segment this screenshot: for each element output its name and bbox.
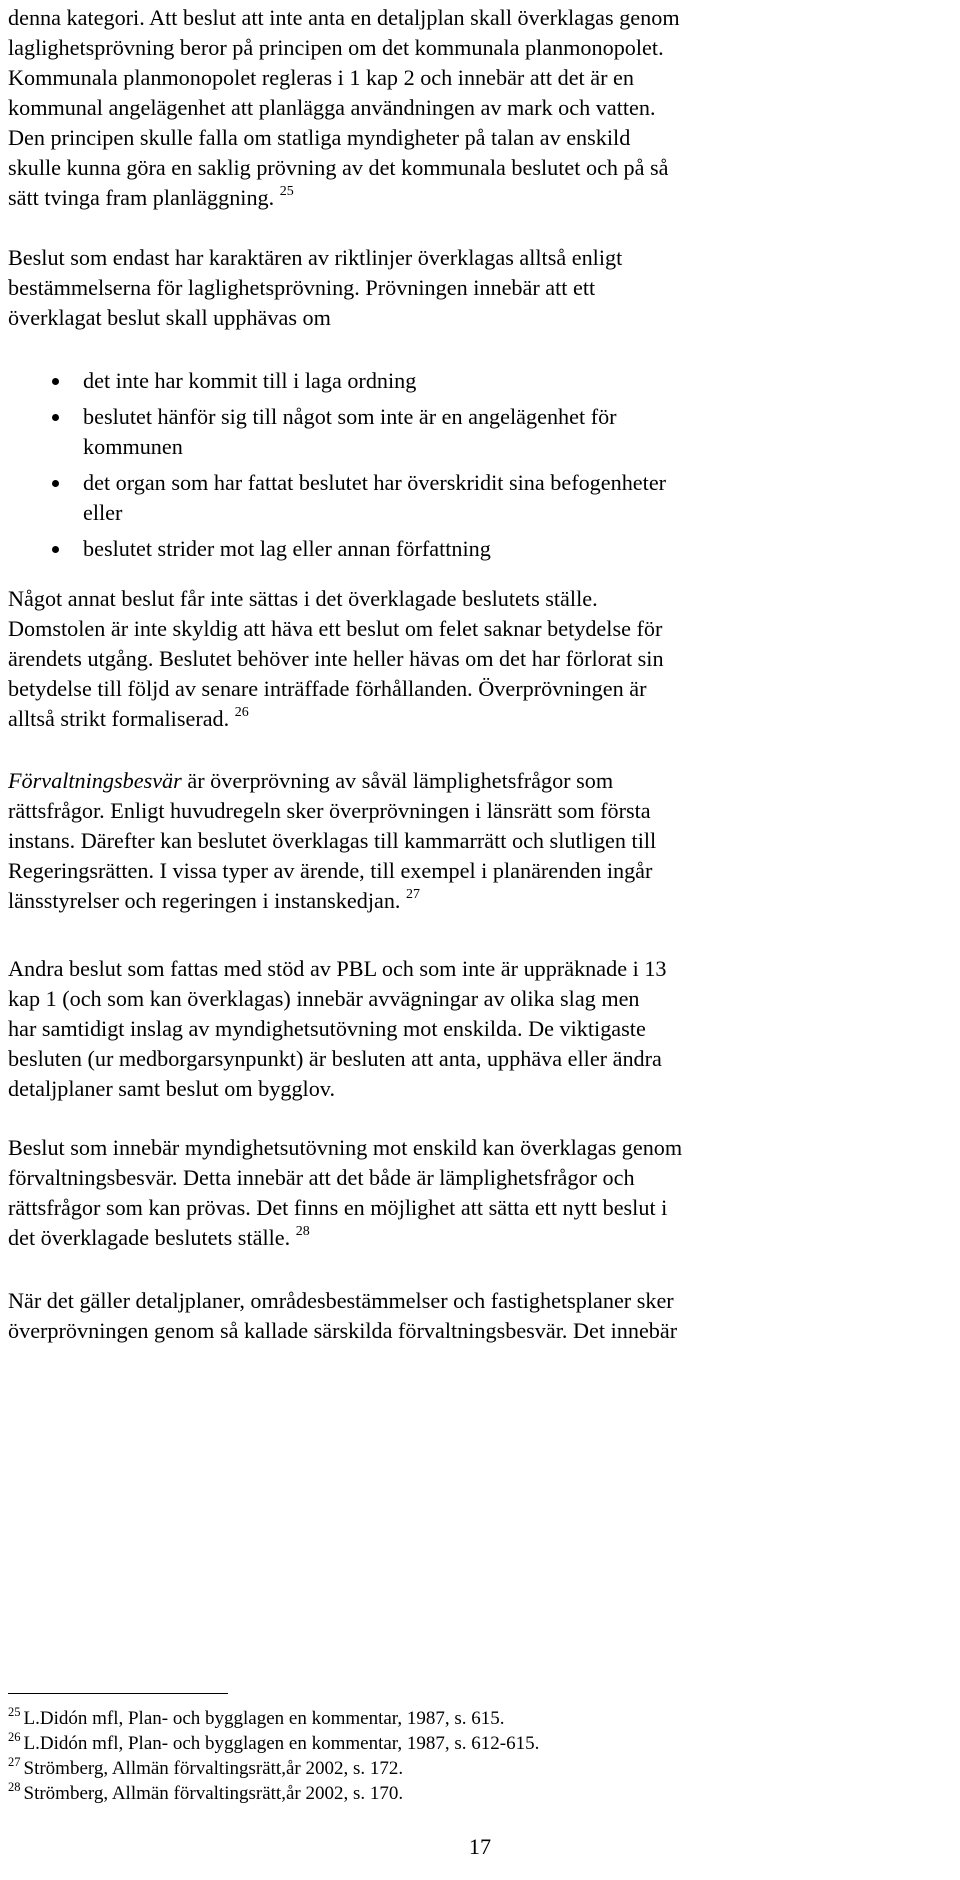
footnote-ref: 26 — [234, 705, 249, 720]
paragraph-forvaltningsbesvar — [8, 766, 952, 916]
text-line: kap 1 (och som kan överklagas) innebär avvägningar av olika slag men — [8, 986, 640, 1011]
page-number: 17 — [468, 1834, 492, 1859]
text-line: ärendets utgång. Beslutet behöver inte heller hävas om det har förlorat sin — [8, 646, 664, 671]
text-line: beslutet strider mot lag eller annan författning — [83, 536, 491, 561]
text-line: denna kategori. Att beslut att inte anta en detaljplan skall överklagas genom — [8, 5, 680, 30]
text-line: skulle kunna göra en saklig prövning av det kommunala beslutet och på så — [8, 155, 669, 180]
text-line: Den principen skulle falla om statliga myndigheter på talan av enskild — [8, 125, 631, 150]
footnote-text: L.Didón mfl, Plan- och bygglagen en kommentar, 1987, s. 612-615. — [23, 1733, 540, 1754]
footnote-number: 27 — [8, 1755, 21, 1769]
text-line: betydelse till följd av senare inträffade förhållanden. Överprövningen är — [8, 676, 647, 701]
paragraph-detaljplaner — [8, 1286, 952, 1346]
footnote-text: L.Didón mfl, Plan- och bygglagen en kommentar, 1987, s. 615. — [23, 1708, 505, 1729]
text-fragment: är överprövning av såväl lämplighetsfrågor som — [181, 768, 614, 793]
text-line: Domstolen är inte skyldig att häva ett beslut om felet saknar betydelse för — [8, 616, 663, 641]
footnote-item — [8, 1756, 952, 1781]
paragraph-myndighetsutovning — [8, 1133, 952, 1253]
italic-term: Förvaltningsbesvär — [8, 768, 182, 793]
text-fragment: alltså strikt formaliserad. — [8, 706, 230, 731]
text-line: rättsfrågor som kan prövas. Det finns en möjlighet att sätta ett nytt beslut i — [8, 1195, 668, 1220]
footnote-item — [8, 1706, 952, 1731]
bullet-icon — [52, 414, 59, 421]
footnote-ref: 27 — [406, 887, 421, 902]
bullet-list-grounds — [8, 366, 952, 570]
text-fragment: länsstyrelser och regeringen i instanskedjan. — [8, 888, 401, 913]
paragraph-planmonopol — [8, 3, 952, 213]
footnote-number: 26 — [8, 1730, 21, 1744]
footnote-item — [8, 1731, 952, 1756]
text-line: överprövningen genom så kallade särskilda förvaltningsbesvär. Det innebär — [8, 1318, 678, 1343]
footnote-ref: 25 — [279, 184, 294, 199]
bullet-icon — [52, 546, 59, 553]
text-line: förvaltningsbesvär. Detta innebär att det både är lämplighetsfrågor och — [8, 1165, 635, 1190]
text-fragment: sätt tvinga fram planläggning. — [8, 185, 275, 210]
text-line: rättsfrågor. Enligt huvudregeln sker överprövningen i länsrätt som första — [8, 798, 651, 823]
footnote-separator — [8, 1693, 228, 1694]
footnote-number: 28 — [8, 1780, 21, 1794]
text-line: besluten (ur medborgarsynpunkt) är besluten att anta, upphäva eller ändra — [8, 1046, 662, 1071]
text-line: det inte har kommit till i laga ordning — [83, 368, 417, 393]
text-line: beslutet hänför sig till något som inte är en angelägenhet för — [83, 404, 617, 429]
list-item — [8, 366, 952, 396]
text-line: överklagat beslut skall upphävas om — [8, 305, 331, 330]
text-line: Andra beslut som fattas med stöd av PBL och som inte är uppräknade i 13 — [8, 956, 667, 981]
text-line: det organ som har fattat beslutet har överskridit sina befogenheter — [83, 470, 667, 495]
text-line — [8, 1223, 952, 1253]
footnote-ref: 28 — [295, 1224, 310, 1239]
list-item — [8, 534, 952, 564]
footnote-text: Strömberg, Allmän förvaltingsrätt,år 2002, s. 172. — [23, 1758, 404, 1779]
text-line: Regeringsrätten. I vissa typer av ärende, till exempel i planärenden ingår — [8, 858, 653, 883]
text-line: bestämmelserna för laglighetsprövning. Prövningen innebär att ett — [8, 275, 596, 300]
bullet-icon — [52, 378, 59, 385]
text-line: kommunen — [83, 434, 183, 459]
text-line — [8, 183, 952, 213]
text-line: instans. Därefter kan beslutet överklagas till kammarrätt och slutligen till — [8, 828, 657, 853]
text-line — [8, 704, 952, 734]
paragraph-riktlinjer — [8, 243, 952, 333]
text-line: har samtidigt inslag av myndighetsutövning mot enskilda. De viktigaste — [8, 1016, 646, 1041]
text-line — [8, 886, 952, 916]
text-fragment: det överklagade beslutets ställe. — [8, 1225, 291, 1250]
text-line: Kommunala planmonopolet regleras i 1 kap 2 och innebär att det är en — [8, 65, 634, 90]
footnote-item — [8, 1781, 952, 1806]
text-line: Något annat beslut får inte sättas i det överklagade beslutets ställe. — [8, 586, 598, 611]
list-item — [8, 468, 952, 528]
footnote-text: Strömberg, Allmän förvaltingsrätt,år 2002, s. 170. — [23, 1783, 404, 1804]
text-line: kommunal angelägenhet att planlägga användningen av mark och vatten. — [8, 95, 656, 120]
text-line: När det gäller detaljplaner, områdesbestämmelser och fastighetsplaner sker — [8, 1288, 674, 1313]
paragraph-formaliserad — [8, 584, 952, 734]
text-line: detaljplaner samt beslut om bygglov. — [8, 1076, 335, 1101]
text-line — [8, 766, 952, 796]
footnote-number: 25 — [8, 1705, 21, 1719]
text-line: laglighetsprövning beror på principen om det kommunala planmonopolet. — [8, 35, 664, 60]
footnotes-list — [8, 1706, 952, 1806]
list-item — [8, 402, 952, 462]
text-line: Beslut som innebär myndighetsutövning mot enskild kan överklagas genom — [8, 1135, 683, 1160]
paragraph-andra-beslut — [8, 954, 952, 1104]
text-line: eller — [83, 500, 123, 525]
text-line: Beslut som endast har karaktären av riktlinjer överklagas alltså enligt — [8, 245, 623, 270]
bullet-icon — [52, 480, 59, 487]
